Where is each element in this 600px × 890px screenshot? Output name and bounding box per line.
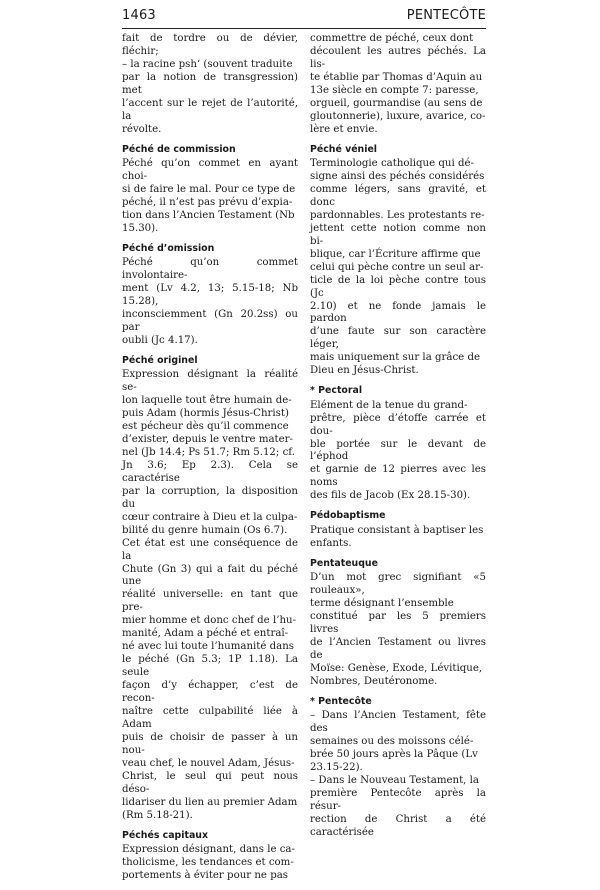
text-line: enfants.: [310, 537, 352, 549]
continuation-text: [310, 33, 486, 137]
text-line: des fils de Jacob (Ex 28.15-30).: [310, 490, 471, 502]
text-line: brée 50 jours après la Pâque (Lv: [310, 748, 478, 760]
text-line: – Dans l’Ancien Testament, fête des: [310, 709, 486, 734]
entry-definition: [122, 369, 298, 822]
entry-definition: [310, 525, 486, 551]
text-line: celui qui pèche contre un seul ar-: [310, 261, 484, 273]
entry-definition: [310, 710, 486, 840]
text-line: (Rm 5.18-21).: [122, 809, 193, 821]
entry-term: * Pentecôte: [310, 695, 372, 707]
text-line: ment (Lv 4.2, 13; 5.15-18; Nb 15.28),: [122, 283, 298, 308]
text-line: d’exister, depuis le ventre mater-: [122, 434, 293, 445]
text-line: Jn 3.6; Ep 2.3). Cela se caractérise: [122, 459, 298, 484]
text-line: d’une faute sur son caractère léger,: [310, 326, 486, 351]
text-line: – Dans le Nouveau Testament, la: [310, 774, 479, 786]
text-line: révolte.: [122, 123, 162, 135]
text-line: cœur contraire à Dieu et la culpa-: [122, 511, 298, 523]
glossary-entry: [310, 696, 486, 840]
right-column: [310, 33, 486, 847]
text-line: Moïse: Genèse, Exode, Lévitique,: [310, 662, 483, 674]
text-line: veau chef, le nouvel Adam, Jésus-: [122, 757, 295, 769]
text-line: Pratique consistant à baptiser les: [310, 524, 484, 536]
glossary-entry: [310, 558, 486, 689]
entry-term: Péché véniel: [310, 143, 378, 155]
text-line: péché, il n’est pas prévu d’expia-: [122, 196, 293, 208]
text-line: orgueil, gourmandise (au sens de: [310, 97, 483, 109]
entry-term: * Pectoral: [310, 385, 363, 397]
text-line: 23.15-22).: [310, 761, 363, 773]
text-line: le péché (Gn 5.3; 1P 1.18). La seule: [122, 654, 298, 679]
text-line: de l’Ancien Testament ou livres de: [310, 636, 486, 661]
text-line: puis de choisir de passer à un nou-: [122, 731, 298, 756]
text-line: comme légers, sans gravité, et donc: [310, 183, 486, 208]
glossary-entry: [310, 144, 486, 379]
text-line: inconsciemment (Gn 20.2ss) ou par: [122, 308, 298, 333]
text-line: oubli (Jc 4.17).: [122, 334, 198, 346]
text-line: et garnie de 12 pierres avec les noms: [310, 464, 486, 489]
entry-term: Péché de commission: [122, 143, 236, 155]
text-line: rection de Christ a été caractérisée: [310, 813, 486, 838]
text-line: 2.10) et ne fonde jamais le pardon: [310, 300, 486, 325]
text-line: lon laquelle tout être humain de-: [122, 395, 292, 407]
text-line: ble portée sur le devant de l’éphod: [310, 438, 486, 463]
text-line: naître cette culpabilité liée à Adam: [122, 706, 298, 730]
text-line: Dieu en Jésus-Christ.: [310, 365, 419, 377]
text-line: nel (Jb 14.4; Ps 51.7; Rm 5.12; cf.: [122, 446, 295, 458]
page-header: [122, 8, 486, 29]
text-line: manité, Adam a péché et entraî-: [122, 628, 289, 640]
entry-term: Pentateuque: [310, 557, 378, 569]
text-line: constitué par les 5 premiers livres: [310, 610, 486, 635]
glossary-entry: [122, 243, 298, 348]
text-line: Terminologie catholique qui dé-: [310, 158, 474, 170]
text-line: jettent cette notion comme non bi-: [310, 222, 486, 247]
text-line: Cet état est une conséquence de la: [122, 537, 298, 562]
text-line: tion dans l’Ancien Testament (Nb: [122, 209, 295, 221]
text-line: Christ, le seul qui peut nous déso-: [122, 770, 298, 795]
text-line: né avec lui toute l’humanité dans: [122, 641, 295, 653]
entry-term: Péché originel: [122, 354, 198, 366]
glossary-entry: [122, 144, 298, 236]
text-line: 13e siècle en compte 7: paresse,: [310, 84, 479, 96]
text-line: mais uniquement sur la grâce de: [310, 352, 480, 364]
text-line: Péché qu’on commet involontaire-: [122, 257, 298, 282]
text-line: lidariser du lien au premier Adam: [122, 796, 298, 808]
text-line: façon d’y échapper, c’est de recon-: [122, 680, 298, 705]
text-line: 15.30).: [122, 222, 159, 234]
glossary-entry: [122, 830, 298, 883]
continuation-text: [122, 33, 298, 137]
text-line: puis Adam (hormis Jésus-Christ): [122, 408, 289, 420]
entry-definition: [122, 844, 298, 883]
text-line: si de faire le mal. Pour ce type de: [122, 183, 296, 195]
text-line: découlent les autres péchés. La lis-: [310, 45, 486, 70]
text-line: fait de tordre ou de dévier, fléchir;: [122, 33, 298, 57]
text-line: terme désignant l’ensemble: [310, 597, 454, 609]
page-number: 1463: [122, 8, 156, 23]
entry-term: Péché d’omission: [122, 242, 215, 254]
text-line: commettre de péché, ceux dont: [310, 33, 474, 44]
text-line: pardonnables. Les protestants re-: [310, 209, 485, 221]
text-line: Chute (Gn 3) qui a fait du péché une: [122, 563, 298, 588]
text-line: prêtre, pièce d’étoffe carrée et dou-: [310, 412, 486, 437]
text-line: signe ainsi des péchés considérés: [310, 170, 485, 182]
text-line: lère et envie.: [310, 123, 378, 135]
left-column: [122, 33, 298, 890]
text-line: bilité du genre humain (Os 6.7).: [122, 524, 288, 536]
text-line: gloutonnerie), luxure, avarice, co-: [310, 110, 486, 122]
running-head: PENTECÔTE: [406, 8, 486, 23]
text-line: Péché qu’on commet en ayant choi-: [122, 158, 298, 182]
text-line: semaines ou des moissons célé-: [310, 735, 474, 747]
entry-definition: [310, 400, 486, 504]
text-line: D’un mot grec signifiant «5 rouleaux»,: [310, 571, 486, 596]
entry-definition: [310, 572, 486, 689]
entry-term: Péchés capitaux: [122, 829, 209, 841]
text-line: mier homme et donc chef de l’hu-: [122, 615, 297, 627]
entry-definition: [122, 257, 298, 348]
text-line: Nombres, Deutéronome.: [310, 675, 438, 687]
text-line: Expression désignant la réalité se-: [122, 369, 298, 394]
glossary-entry: [310, 385, 486, 503]
text-line: Expression désignant, dans le ca-: [122, 844, 295, 855]
text-line: l’accent sur le rejet de l’autorité, la: [122, 97, 298, 122]
glossary-entry: [310, 510, 486, 550]
text-line: Elément de la tenue du grand-: [310, 399, 468, 411]
text-line: – la racine psh‘ (souvent traduite: [122, 58, 293, 70]
entry-term: Pédobaptisme: [310, 510, 386, 522]
entry-definition: [122, 158, 298, 236]
text-line: te établie par Thomas d’Aquin au: [310, 71, 483, 83]
text-line: blique, car l’Écriture affirme que: [310, 248, 481, 260]
text-line: est pécheur dès qu’il commence: [122, 421, 289, 433]
text-line: par la corruption, la disposition du: [122, 485, 298, 510]
text-line: ticle de la loi pèche contre tous (Jc: [310, 274, 486, 299]
text-line: réalité universelle: en tant que pre-: [122, 589, 298, 614]
glossary-entry: [122, 355, 298, 823]
entry-definition: [310, 158, 486, 378]
text-line: par la notion de transgression) met: [122, 71, 298, 96]
text-line: tholicisme, les tendances et com-: [122, 856, 294, 868]
text-line: première Pentecôte après la résur-: [310, 787, 486, 812]
text-line: portements à éviter pour ne pas: [122, 869, 289, 881]
